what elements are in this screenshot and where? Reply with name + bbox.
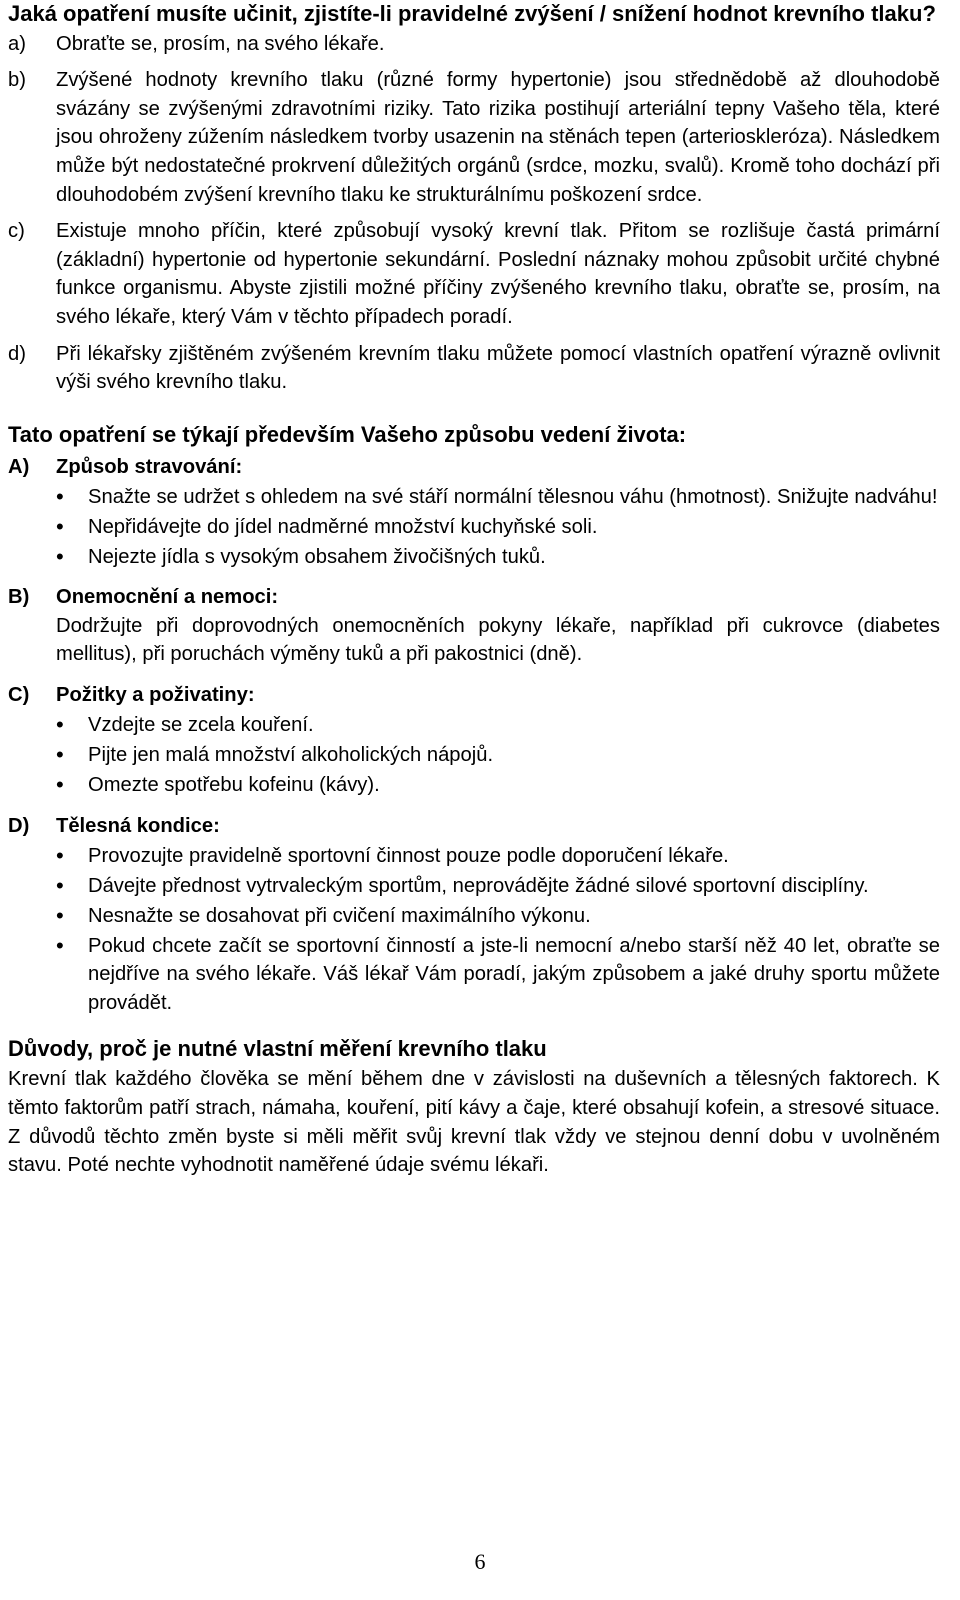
item-label: d) bbox=[8, 342, 26, 365]
section-d bbox=[8, 812, 940, 1018]
section-label: A) bbox=[8, 455, 30, 478]
section-heading: Onemocnění a nemoci: bbox=[56, 586, 279, 609]
item-text: Existuje mnoho příčin, které způsobují vysoký krevní tlak. Přitom se rozlišuje častá primární (základní) hypertonie od hypertonie sekundární. Poslední náznaky mohou způsobit určité chybné funkce organismu. Abyste zjistili možné příčiny zvýšeného krevního tlaku, obraťte se, prosím, na svého lékaře, který Vám v těchto případech poradí. bbox=[56, 220, 940, 328]
section-b bbox=[8, 583, 940, 669]
bullet-icon: • bbox=[56, 742, 64, 768]
document-page bbox=[8, 0, 940, 1180]
section-heading: Požitky a poživatiny: bbox=[56, 684, 255, 707]
list-item-c bbox=[8, 217, 940, 331]
item-label: a) bbox=[8, 32, 26, 55]
list-item: • Omezte spotřebu kofeinu (kávy). bbox=[56, 771, 940, 800]
section-label: C) bbox=[8, 684, 30, 707]
section-text: Dodržujte při doprovodných onemocněních pokyny lékaře, například při cukrovce (diabetes mellitus), při poruchách výměny tuků a při pakostnici (dně). bbox=[56, 614, 940, 666]
section-a bbox=[8, 453, 940, 572]
section-label: D) bbox=[8, 814, 30, 837]
bullet-icon: • bbox=[56, 712, 64, 738]
item-text: Zvýšené hodnoty krevního tlaku (různé formy hypertonie) jsou střednědobě až dlouhodobě svázány se zvýšenými zdravotními riziky. Tato rizika postihují arteriální tepny Vašeho těla, které jsou ohroženy zúžením následkem tvorby usazenin na stěnách tepen (arterioskleróza). Následkem může být nedostatečné prokrvení důležitých orgánů (srdce, mozku, svalů). Kromě toho dochází při dlouhodobém zvýšení krevního tlaku ke strukturálnímu poškození srdce. bbox=[56, 69, 940, 206]
list-item: • Vzdejte se zcela kouření. bbox=[56, 711, 940, 740]
list-item: • Nejezte jídla s vysokým obsahem živočišných tuků. bbox=[56, 543, 940, 572]
section-c bbox=[8, 681, 940, 800]
lifestyle-heading: Tato opatření se týkají především Vašeho způsobu vedení života: bbox=[8, 421, 687, 447]
bullet-icon: • bbox=[56, 483, 64, 509]
section-label: B) bbox=[8, 586, 30, 609]
page-number: 6 bbox=[474, 1549, 486, 1574]
list-item: • Provozujte pravidelně sportovní činnost pouze podle doporučení lékaře. bbox=[56, 842, 940, 871]
bullet-icon: • bbox=[56, 543, 64, 569]
section-heading: Způsob stravování: bbox=[56, 455, 243, 478]
bullet-list bbox=[56, 483, 940, 572]
item-text: Při lékařsky zjištěném zvýšeném krevním tlaku můžete pomocí vlastních opatření výrazně ovlivnit výši svého krevního tlaku. bbox=[56, 342, 940, 394]
bullet-icon: • bbox=[56, 772, 64, 797]
bullet-list bbox=[56, 711, 940, 800]
reasons-heading: Důvody, proč je nutné vlastní měření krevního tlaku bbox=[8, 1036, 547, 1062]
bullet-icon: • bbox=[56, 902, 64, 928]
list-item-a bbox=[8, 30, 940, 59]
bullet-icon: • bbox=[56, 842, 64, 868]
list-item: • Nesnažte se dosahovat při cvičení maximálního výkonu. bbox=[56, 902, 940, 931]
list-item-b bbox=[8, 66, 940, 209]
list-item: • Nepřidávejte do jídel nadměrné množství kuchyňské soli. bbox=[56, 513, 940, 542]
section-heading: Tělesná kondice: bbox=[56, 814, 220, 837]
item-label: b) bbox=[8, 69, 26, 92]
list-item: • Snažte se udržet s ohledem na své stáří normální tělesnou váhu (hmotnost). Snižujte nadváhu! bbox=[56, 483, 940, 512]
reasons-text: Krevní tlak každého člověka se mění během dne v závislosti na duševních a tělesných faktorech. K těmto faktorům patří strach, námaha, kouření, pití kávy a čaje, které obsahují kofein, a stresové situace. Z důvodů těchto změn byste si měli měřit svůj krevní tlak vždy ve stejnou denní dobu v uvolněném stavu. Poté nechte vyhodnotit naměřené údaje svému lékaři. bbox=[8, 1068, 940, 1177]
list-item: • Pokud chcete začít se sportovní činností a jste-li nemocní a/nebo starší něž 40 let, obraťte se nejdříve na svého lékaře. Váš lékař Vám poradí, jakým způsobem a jaké druhy sportu můžete provádět. bbox=[56, 932, 940, 1018]
bullet-icon: • bbox=[56, 932, 64, 958]
item-text: Obraťte se, prosím, na svého lékaře. bbox=[56, 32, 385, 55]
list-item: • Dávejte přednost vytrvaleckým sportům, neprovádějte žádné silové sportovní disciplíny. bbox=[56, 872, 940, 901]
bullet-icon: • bbox=[56, 513, 64, 539]
bullet-list bbox=[56, 842, 940, 1018]
list-item: • Pijte jen malá množství alkoholických nápojů. bbox=[56, 741, 940, 770]
question-heading: Jaká opatření musíte učinit, zjistíte-li pravidelné zvýšení / snížení hodnot krevního tlaku? bbox=[8, 1, 936, 26]
list-item-d bbox=[8, 340, 940, 397]
item-label: c) bbox=[8, 220, 25, 243]
bullet-icon: • bbox=[56, 872, 64, 898]
